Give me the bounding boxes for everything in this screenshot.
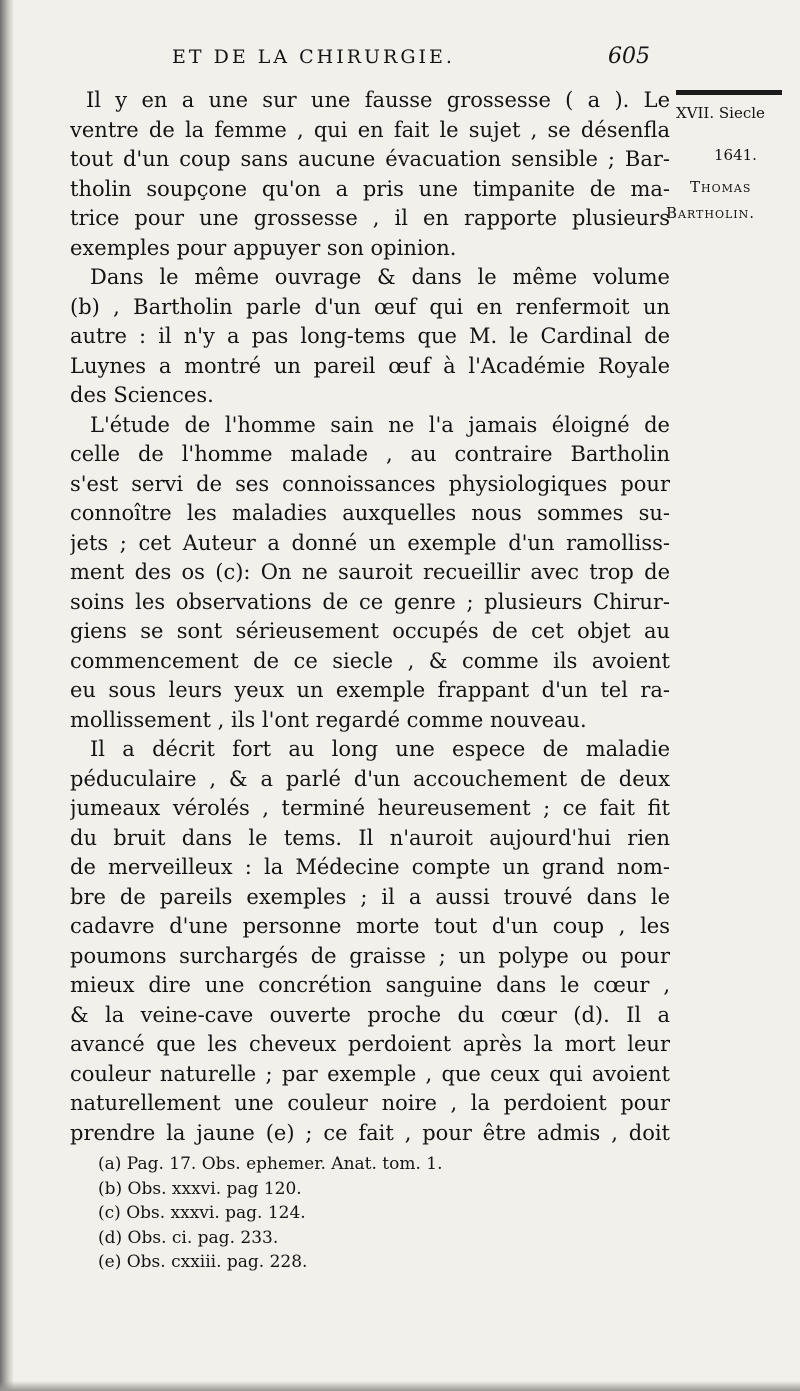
main-text	[70, 86, 670, 1148]
text-line: mollissement , ils l'ont regardé comme nouveau.	[70, 707, 587, 732]
text-line: bre de pareils exemples ; il a aussi trouvé dans le	[70, 884, 670, 909]
text-line: poumons surchargés de graisse ; un polype ou pour	[70, 943, 670, 968]
text-line: cadavre d'une personne morte tout d'un coup , les	[70, 914, 670, 938]
margin-note-century: XVII. Siecle	[676, 104, 765, 122]
footnote: (a) Pag. 17. Obs. ephemer. Anat. tom. 1.	[98, 1154, 443, 1174]
text-line: de merveilleux : la Médecine compte un grand nom-	[70, 855, 670, 879]
text-line: ment des os (c): On ne sauroit recueillir avec trop de	[70, 560, 670, 584]
text-line: couleur naturelle ; par exemple , que ceux qui avoient	[70, 1061, 670, 1086]
text-line: jets ; cet Auteur a donné un exemple d'un ramolliss-	[70, 530, 670, 555]
text-line: autre : il n'y a pas long-tems que M. le Cardinal de	[70, 324, 670, 348]
text-line: péduculaire , & a parlé d'un accouchement de deux	[70, 766, 670, 791]
text-line: connoître les maladies auxquelles nous sommes su-	[70, 501, 670, 525]
text-line: trice pour une grossesse , il en rapporte plusieurs	[70, 206, 670, 230]
text-line: celle de l'homme malade , au contraire Bartholin	[70, 442, 670, 466]
margin-note-year: 1641.	[714, 146, 757, 164]
page-edge-shadow	[0, 0, 14, 1391]
text-line: Dans le même ouvrage & dans le même volume	[90, 265, 670, 289]
text-line: jumeaux vérolés , terminé heureusement ; ce fait fit	[70, 796, 670, 820]
footnote: (d) Obs. ci. pag. 233.	[98, 1227, 279, 1248]
margin-note-name-last: Bartholin.	[666, 204, 756, 222]
text-line: giens se sont sérieusement occupés de cet objet au	[70, 619, 670, 643]
text-line: (b) , Bartholin parle d'un œuf qui en renfermoit un	[70, 294, 670, 319]
footnote: (e) Obs. cxxiii. pag. 228.	[98, 1252, 308, 1272]
text-line: mieux dire une concrétion sanguine dans le cœur ,	[70, 973, 670, 997]
footnote: (b) Obs. xxxvi. pag 120.	[98, 1178, 302, 1199]
text-line: soins les observations de ce genre ; plusieurs Chirur-	[70, 589, 670, 614]
text-line: Luynes a montré un pareil œuf à l'Académie Royale	[70, 353, 670, 378]
text-line: Il a décrit fort au long une espece de maladie	[90, 737, 670, 761]
text-line: tout d'un coup sans aucune évacuation sensible ; Bar-	[70, 147, 670, 171]
running-head: ET DE LA CHIRURGIE.	[172, 46, 455, 68]
footnotes	[98, 1152, 598, 1275]
text-line: eu sous leurs yeux un exemple frappant d'un tel ra-	[70, 678, 670, 702]
text-line: naturellement une couleur noire , la perdoient pour	[70, 1091, 670, 1115]
text-line: L'étude de l'homme sain ne l'a jamais éloigné de	[90, 412, 670, 437]
margin-note-name-first: Thomas	[690, 178, 752, 196]
text-line: du bruit dans le tems. Il n'auroit aujourd'hui rien	[70, 825, 670, 850]
text-line: exemples pour appuyer son opinion.	[70, 235, 457, 260]
page-bottom-shadow	[0, 1381, 800, 1391]
text-line: commencement de ce siecle , & comme ils avoient	[70, 648, 670, 673]
footnote: (c) Obs. xxxvi. pag. 124.	[98, 1203, 306, 1223]
page-number: 605	[608, 44, 650, 69]
text-line: s'est servi de ses connoissances physiologiques pour	[70, 471, 670, 496]
text-line: ventre de la femme , qui en fait le sujet , se désenfla	[70, 117, 670, 142]
text-line: & la veine-cave ouverte proche du cœur (d). Il a	[70, 1002, 670, 1027]
text-line: Il y en a une sur une fausse grossesse ( a ). Le	[86, 88, 670, 112]
text-line: prendre la jaune (e) ; ce fait , pour être admis , doit	[70, 1120, 670, 1145]
margin-rule	[676, 90, 782, 95]
text-line: tholin soupçone qu'on a pris une timpanite de ma-	[70, 176, 670, 201]
text-line: des Sciences.	[70, 383, 214, 407]
text-line: avancé que les cheveux perdoient après la mort leur	[70, 1032, 670, 1056]
